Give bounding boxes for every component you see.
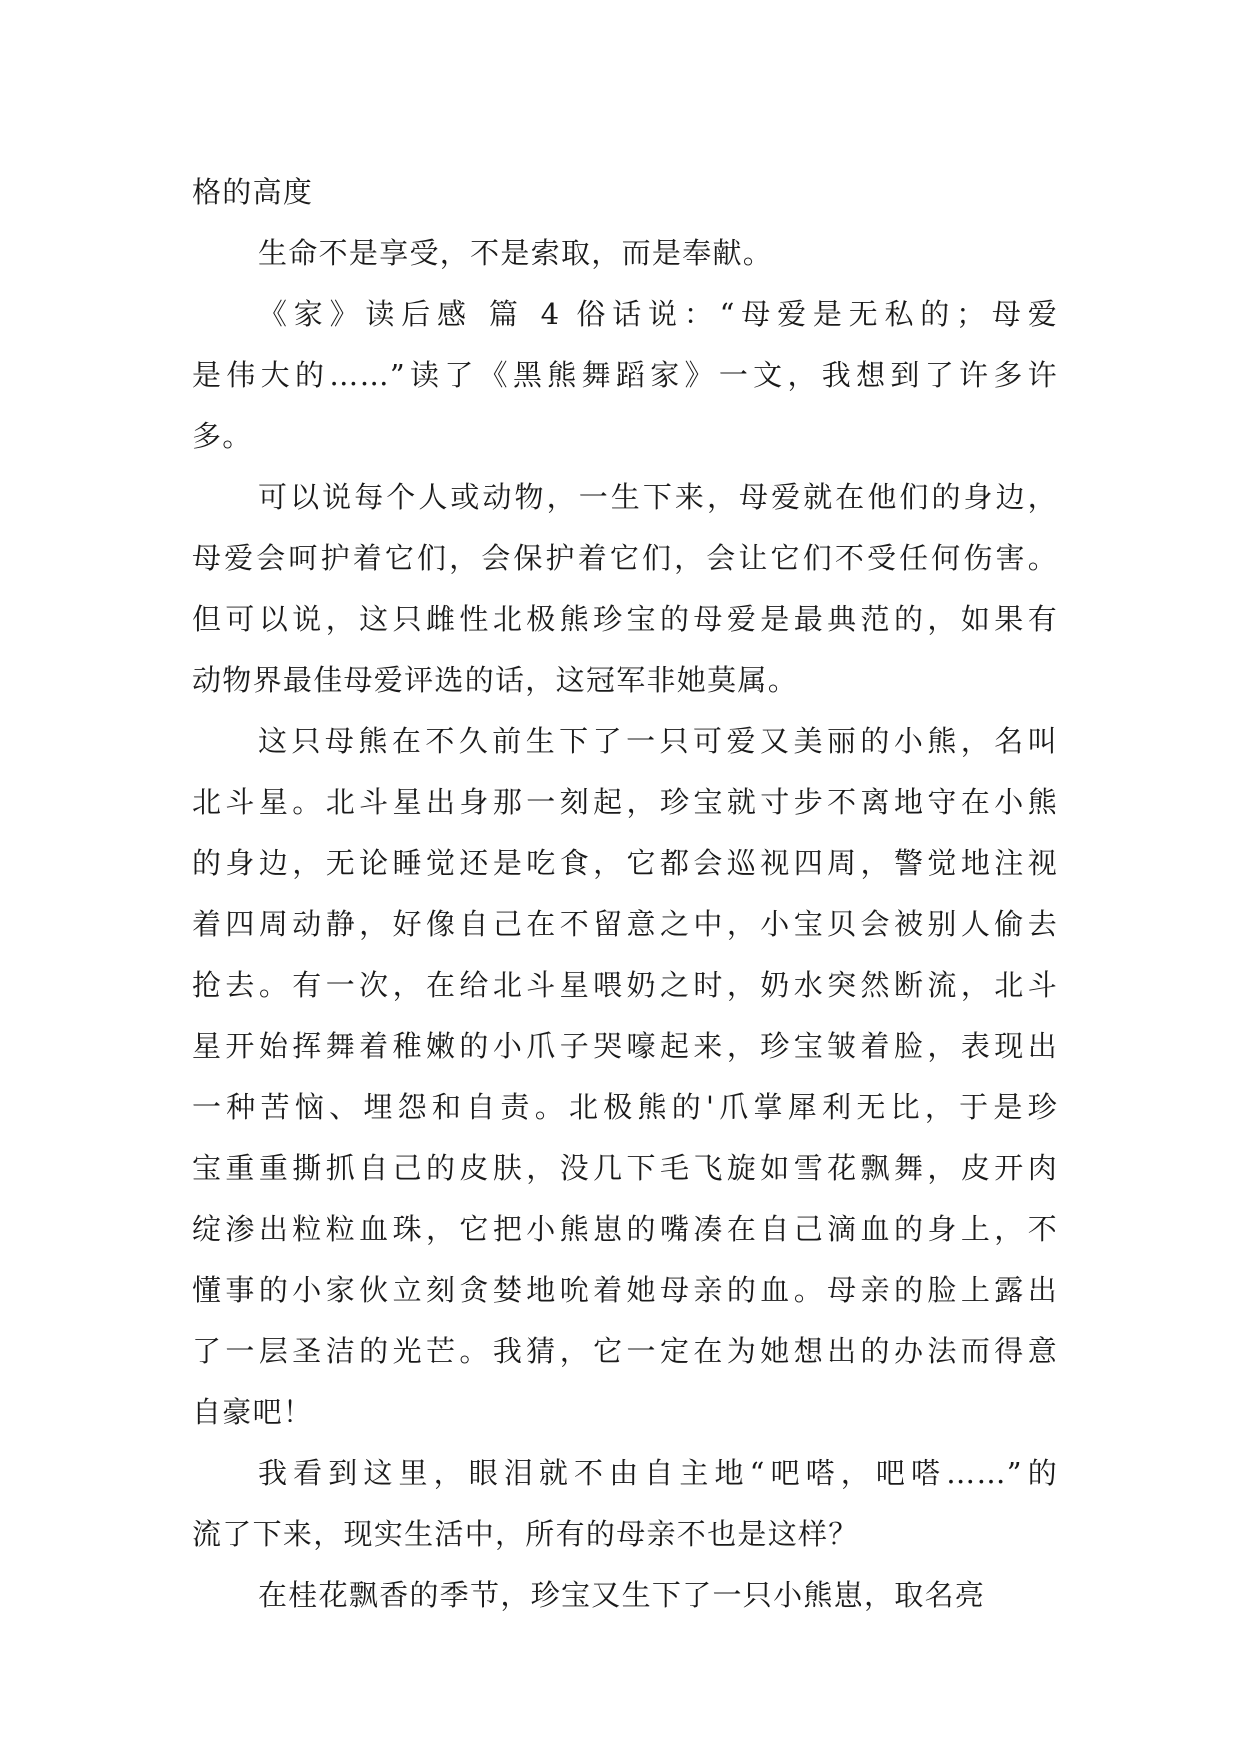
paragraph xyxy=(192,223,1058,284)
paragraph xyxy=(192,711,1058,1443)
text-line: 多。 xyxy=(192,419,253,453)
text-line: 绽渗出粒粒血珠，它把小熊崽的嘴凑在自己滴血的身上，不 xyxy=(192,1212,1058,1246)
text-line: 流了下来，现实生活中，所有的母亲不也是这样？ xyxy=(192,1517,859,1551)
paragraph xyxy=(192,284,1058,467)
text-line: 的身边，无论睡觉还是吃食，它都会巡视四周，警觉地注视 xyxy=(192,846,1058,880)
paragraph xyxy=(192,1443,1058,1565)
text-line: 生命不是享受，不是索取，而是奉献。 xyxy=(258,236,774,270)
paragraph xyxy=(192,1565,1058,1626)
text-line: 是伟大的……”读了《黑熊舞蹈家》一文，我想到了许多许 xyxy=(192,358,1058,392)
text-line: 懂事的小家伙立刻贪婪地吮着她母亲的血。母亲的脸上露出 xyxy=(192,1273,1058,1307)
text-line: 但可以说，这只雌性北极熊珍宝的母爱是最典范的，如果有 xyxy=(192,602,1058,636)
text-line: 抢去。有一次，在给北斗星喂奶之时，奶水突然断流，北斗 xyxy=(192,968,1058,1002)
text-line: 格的高度 xyxy=(192,175,314,209)
text-line: 宝重重撕抓自己的皮肤，没几下毛飞旋如雪花飘舞，皮开肉 xyxy=(192,1151,1058,1185)
document-body xyxy=(192,162,1058,1626)
text-line: 一种苦恼、埋怨和自责。北极熊的'爪掌犀利无比，于是珍 xyxy=(192,1090,1058,1124)
text-line: 在桂花飘香的季节，珍宝又生下了一只小熊崽，取名亮 xyxy=(258,1578,986,1612)
text-line: 母爱会呵护着它们，会保护着它们，会让它们不受任何伤害。 xyxy=(192,541,1058,575)
text-line: 动物界最佳母爱评选的话，这冠军非她莫属。 xyxy=(192,663,799,697)
text-line: 可以说每个人或动物，一生下来，母爱就在他们的身边， xyxy=(258,480,1058,514)
text-line: 我看到这里，眼泪就不由自主地“吧嗒，吧嗒……”的 xyxy=(258,1456,1058,1490)
text-line: 着四周动静，好像自己在不留意之中，小宝贝会被别人偷去 xyxy=(192,907,1058,941)
text-line: 了一层圣洁的光芒。我猜，它一定在为她想出的办法而得意 xyxy=(192,1334,1058,1368)
text-line: 星开始挥舞着稚嫩的小爪子哭嚎起来，珍宝皱着脸，表现出 xyxy=(192,1029,1058,1063)
text-line: 北斗星。北斗星出身那一刻起，珍宝就寸步不离地守在小熊 xyxy=(192,785,1058,819)
text-line: 自豪吧！ xyxy=(192,1395,314,1429)
text-line: 这只母熊在不久前生下了一只可爱又美丽的小熊，名叫 xyxy=(258,724,1058,758)
text-line: 《家》读后感 篇 4 俗话说：“母爱是无私的；母爱 xyxy=(258,297,1058,331)
paragraph xyxy=(192,467,1058,711)
paragraph xyxy=(192,162,1058,223)
